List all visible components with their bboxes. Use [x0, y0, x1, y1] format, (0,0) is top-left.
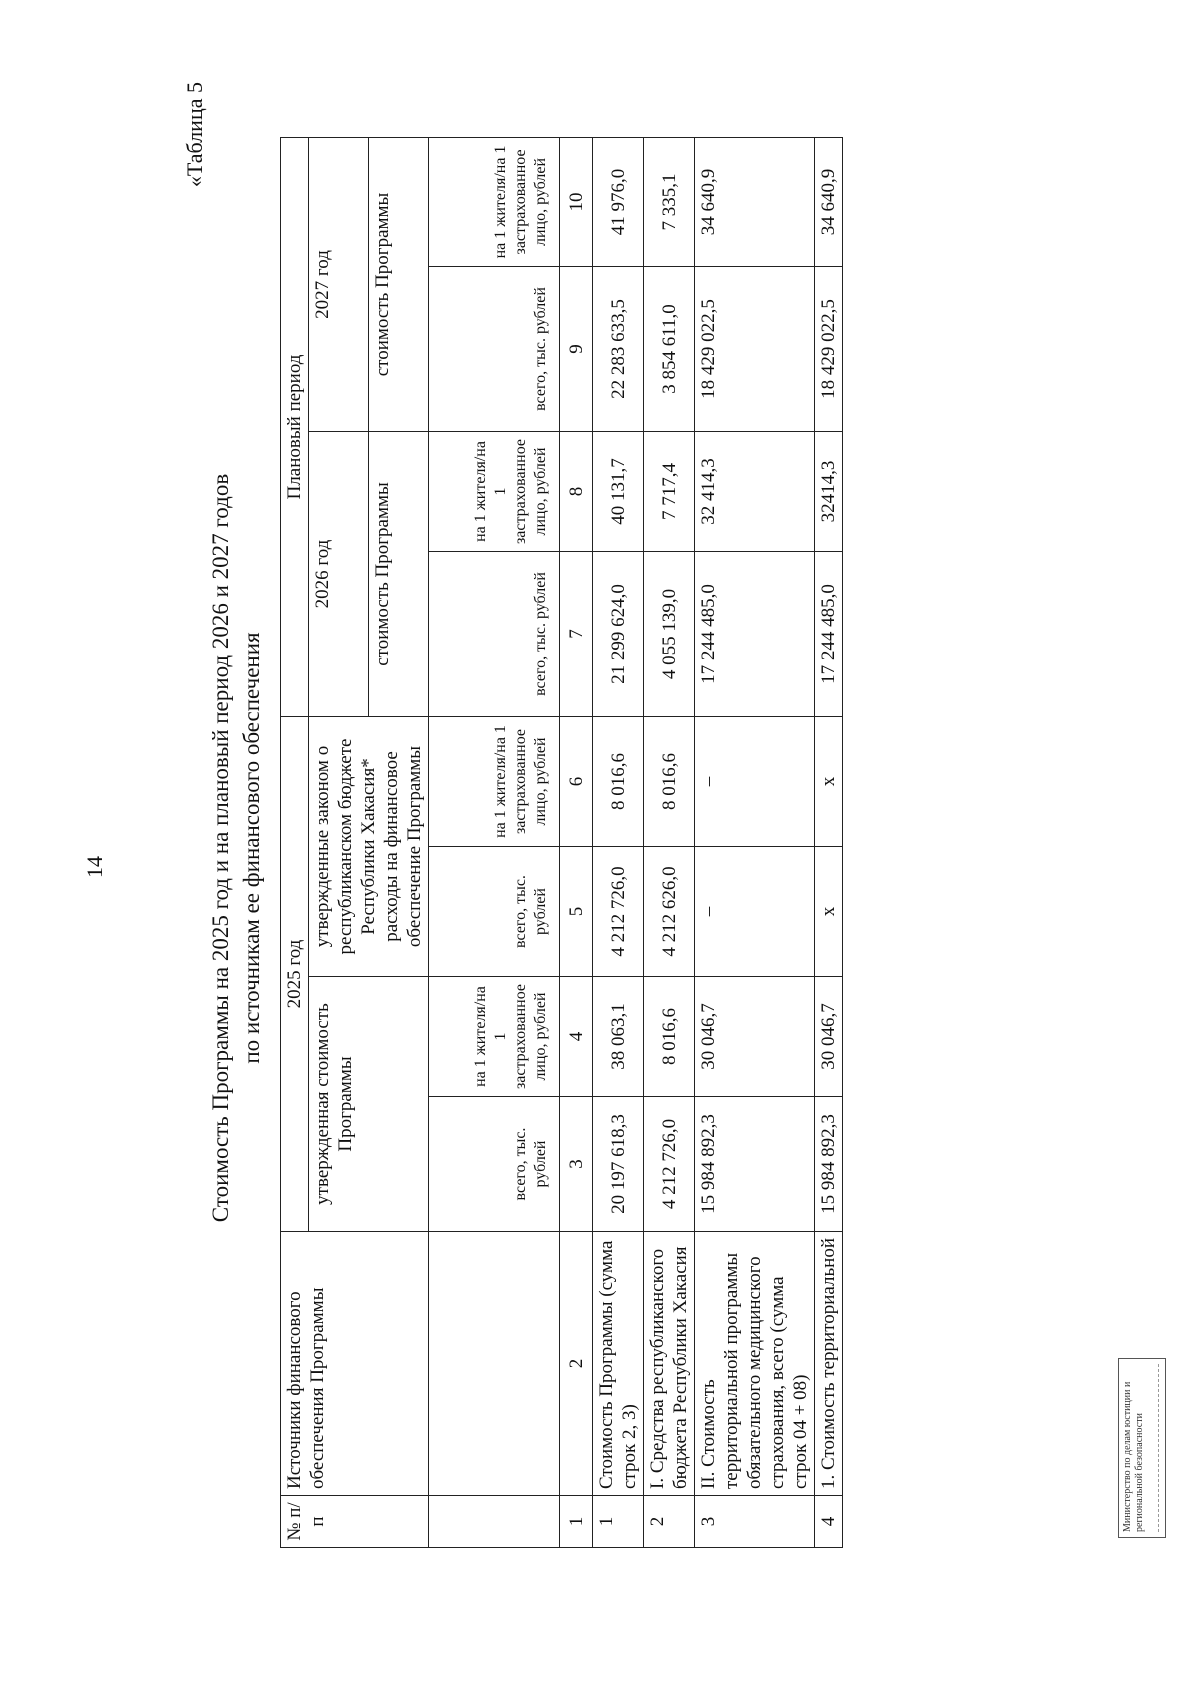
header-approved-cost	[309, 977, 429, 1232]
value-cell: 21 299 624,0	[593, 551, 644, 716]
table-row	[644, 137, 695, 1547]
column-number: 6	[560, 716, 593, 846]
value-cell: 8 016,6	[644, 716, 695, 846]
header-budget-law	[309, 716, 429, 976]
column-number: 4	[560, 977, 593, 1097]
value-cell: 4 212 626,0	[644, 847, 695, 977]
subheader-total: всего, тыс. рублей	[429, 847, 560, 977]
value-cell: 18 429 022,5	[815, 266, 843, 431]
value-cell: 32414,3	[815, 431, 843, 551]
value-cell: 41 976,0	[593, 137, 644, 266]
header-budget-law-text: утвержденные законом о республиканском бюджете Республики Хакасия* расходы на финансовое обеспечение Программы	[312, 738, 425, 955]
row-number: 2	[644, 1496, 695, 1548]
column-number: 8	[560, 431, 593, 551]
header-year-2025: 2025 год	[281, 716, 309, 1231]
header-cost-2026: стоимость Программы	[369, 431, 429, 716]
column-number: 2	[560, 1232, 593, 1496]
value-cell: –	[695, 716, 815, 846]
subheader-total: всего, тыс. рублей	[429, 266, 560, 431]
value-cell: х	[815, 847, 843, 977]
header-approved-cost-text: утвержденная стоимость Программы	[312, 1003, 356, 1205]
row-source-name: 1. Стоимость территориальной	[815, 1232, 843, 1496]
subheader-total: всего, тыс. рублей	[429, 551, 560, 716]
stamp-text: Министерство по делам юстиции и региональной безопасности	[1122, 1381, 1145, 1532]
value-cell: 38 063,1	[593, 977, 644, 1097]
page-number: 14	[82, 856, 107, 878]
value-cell: –	[695, 847, 815, 977]
title-line-2: по источникам ее финансового обеспечения	[239, 632, 264, 1064]
table-row	[593, 137, 644, 1547]
column-number: 3	[560, 1097, 593, 1232]
header-planning-period: Плановый период	[281, 137, 309, 716]
column-number: 7	[560, 551, 593, 716]
row-number: 1	[593, 1496, 644, 1548]
table-row	[815, 137, 843, 1547]
header-year-2027: 2027 год	[309, 137, 369, 431]
header-num: № п/п	[281, 1496, 429, 1548]
row-source-name: Стоимость Программы (сумма строк 2, 3)	[593, 1232, 644, 1496]
row-source-name: II. Стоимость территориальной программы обязательного медицинского страхования, всего (сумма строк 04 + 08)	[695, 1232, 815, 1496]
column-number: 5	[560, 847, 593, 977]
column-number-row	[560, 137, 593, 1547]
value-cell: 22 283 633,5	[593, 266, 644, 431]
value-cell: х	[815, 716, 843, 846]
empty-cell	[429, 1232, 560, 1496]
value-cell: 8 016,6	[644, 977, 695, 1097]
value-cell: 4 055 139,0	[644, 551, 695, 716]
row-number: 3	[695, 1496, 815, 1548]
subheader-per-capita: на 1 жителя/на 1 застрахованное лицо, рублей	[429, 977, 560, 1097]
cost-table	[280, 137, 843, 1548]
value-cell: 7 335,1	[644, 137, 695, 266]
value-cell: 20 197 618,3	[593, 1097, 644, 1232]
column-number: 1	[560, 1496, 593, 1548]
title-line-1: Стоимость Программы на 2025 год и на плановый период 2026 и 2027 годов	[208, 473, 233, 1223]
value-cell: 8 016,6	[593, 716, 644, 846]
value-cell: 15 984 892,3	[815, 1097, 843, 1232]
subheader-total: всего, тыс. рублей	[429, 1097, 560, 1232]
header-year-2026: 2026 год	[309, 431, 369, 716]
value-cell: 34 640,9	[815, 137, 843, 266]
column-number: 9	[560, 266, 593, 431]
row-source-name: I. Средства республиканского бюджета Республики Хакасия	[644, 1232, 695, 1496]
value-cell: 17 244 485,0	[695, 551, 815, 716]
subheader-per-capita: на 1 жителя/на 1 застрахованное лицо, рублей	[429, 716, 560, 846]
value-cell: 34 640,9	[695, 137, 815, 266]
row-number: 4	[815, 1496, 843, 1548]
registration-stamp	[1118, 1358, 1166, 1538]
value-cell: 4 212 726,0	[593, 847, 644, 977]
table-label: «Таблица 5	[182, 82, 207, 188]
value-cell: 3 854 611,0	[644, 266, 695, 431]
empty-cell	[429, 1496, 560, 1548]
value-cell: 15 984 892,3	[695, 1097, 815, 1232]
column-number: 10	[560, 137, 593, 266]
subheader-per-capita: на 1 жителя/на 1 застрахованное лицо, рублей	[429, 137, 560, 266]
stamp-line	[1148, 1364, 1159, 1532]
header-source: Источники финансового обеспечения Программы	[281, 1232, 429, 1496]
table-title	[205, 148, 267, 1548]
value-cell: 17 244 485,0	[815, 551, 843, 716]
header-cost-2027: стоимость Программы	[369, 137, 429, 431]
value-cell: 18 429 022,5	[695, 266, 815, 431]
value-cell: 4 212 726,0	[644, 1097, 695, 1232]
value-cell: 32 414,3	[695, 431, 815, 551]
value-cell: 30 046,7	[815, 977, 843, 1097]
table-row	[695, 137, 815, 1547]
value-cell: 30 046,7	[695, 977, 815, 1097]
value-cell: 7 717,4	[644, 431, 695, 551]
subheader-per-capita: на 1 жителя/на 1 застрахованное лицо, рублей	[429, 431, 560, 551]
value-cell: 40 131,7	[593, 431, 644, 551]
